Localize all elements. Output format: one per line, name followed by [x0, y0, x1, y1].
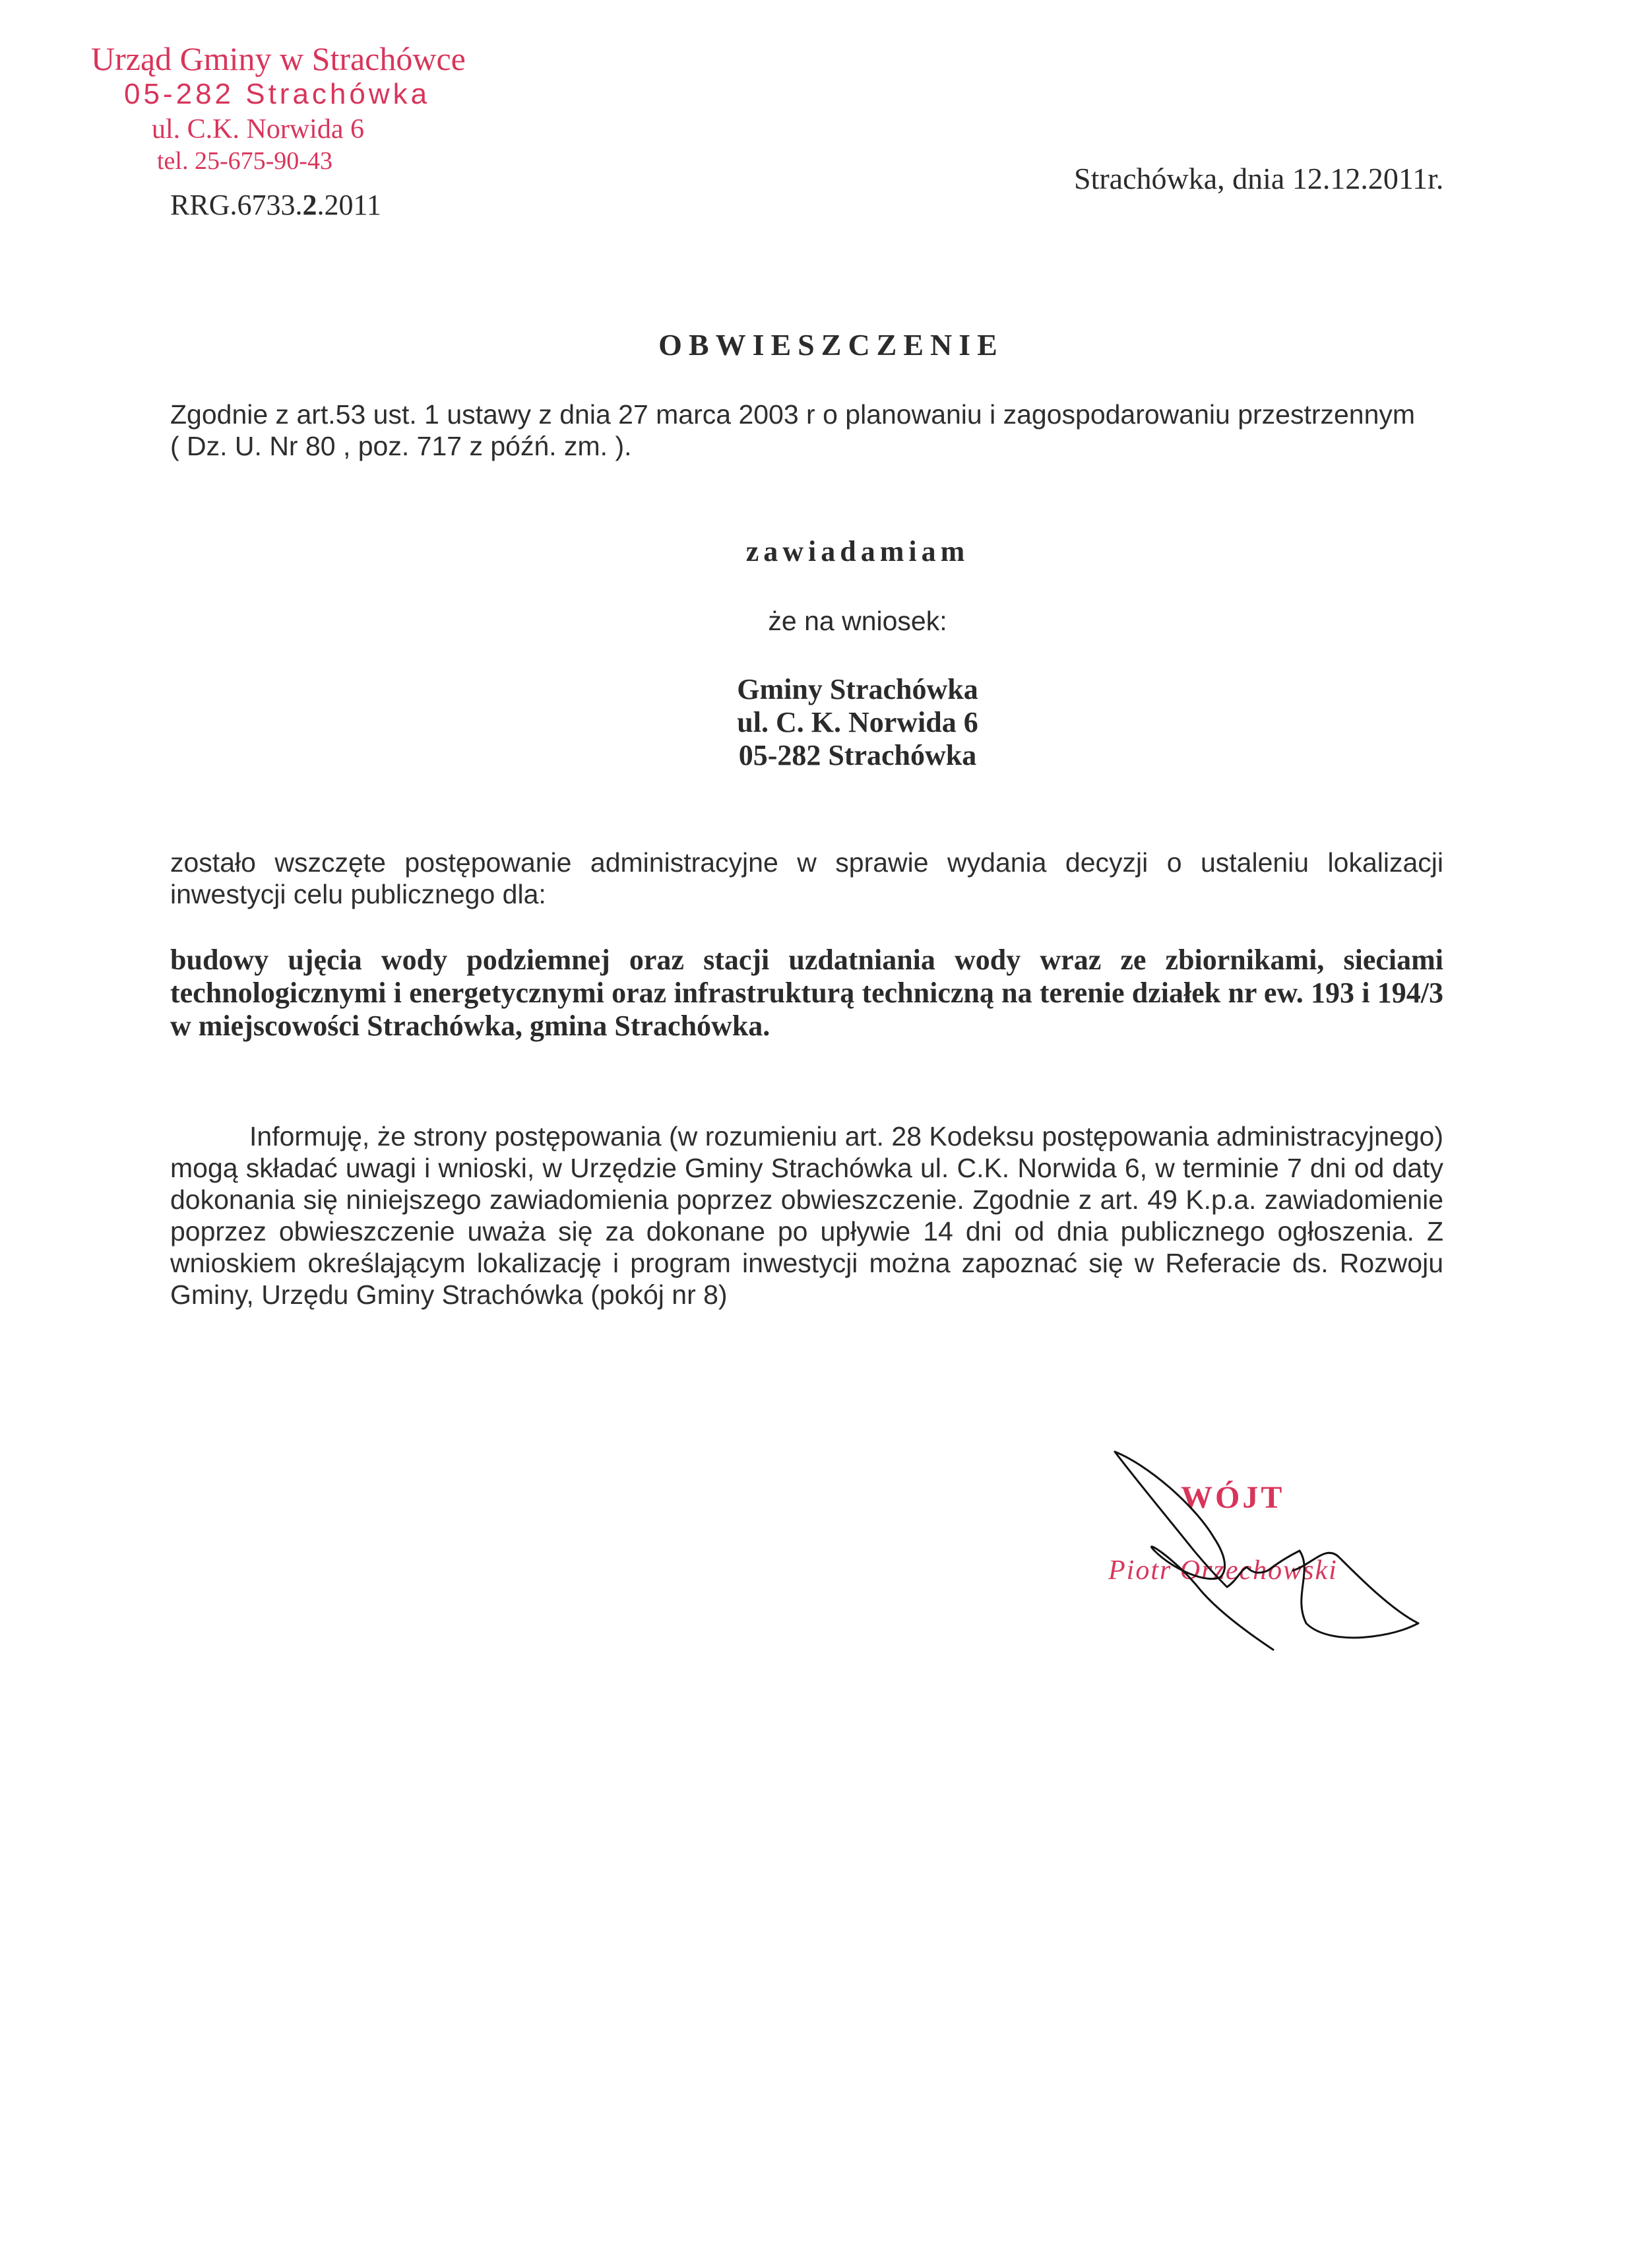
signature-stamp-name: Piotr Orzechowski — [1108, 1555, 1338, 1586]
handwritten-signature — [1095, 1439, 1451, 1676]
stamp-office-name: Urząd Gminy w Strachówce — [91, 40, 466, 77]
signature-stamp-title: WÓJT — [1181, 1480, 1285, 1515]
info-paragraph — [170, 1120, 1443, 1311]
reference-prefix: RRG.6733. — [170, 189, 303, 221]
subject-paragraph: budowy ujęcia wody podziemnej oraz stacji uzdatniania wody wraz ze zbiornikami, sieciami technologicznymi i energetycznymi oraz infrastrukturą techniczną na terenie działek nr ew. 193 i 194/3 w miejscowości Strachówka, gmina Strachówka. — [170, 944, 1443, 1042]
applicant-city: 05-282 Strachówka — [738, 739, 977, 771]
document-title: OBWIESZCZENIE — [658, 328, 1004, 362]
request-intro: że na wniosek: — [768, 606, 947, 636]
legal-basis — [170, 399, 1443, 462]
info-paragraph-text: Informuję, że strony postępowania (w rozumieniu art. 28 Kodeksu postępowania administracyjnego) mogą składać uwagi i wnioski, w Urzędzie Gminy Strachówka ul. C.K. Norwida 6, w terminie 7 dni od daty dokonania się niniejszego zawiadomienia poprzez obwieszczenie. Zgodnie z art. 49 K.p.a. zawiadomienie poprzez obwieszczenie uważa się za dokonane po upływie 14 dni od dnia publicznego ogłoszenia. Z wnioskiem określającym lokalizację i program inwestycji można zapoznać się w Referacie ds. Rozwoju Gminy, Urzędu Gminy Strachówka (pokój nr 8) — [170, 1121, 1443, 1310]
applicant-name: Gminy Strachówka — [737, 673, 978, 705]
reference-bold-part: 2 — [302, 189, 317, 221]
notify-heading: zawiadamiam — [745, 535, 970, 567]
date-line: Strachówka, dnia 12.12.2011r. — [1074, 162, 1444, 195]
reference-number — [170, 188, 381, 222]
stamp-street: ul. C.K. Norwida 6 — [152, 114, 364, 145]
applicant-street: ul. C. K. Norwida 6 — [737, 706, 978, 738]
applicant-block — [0, 673, 1636, 772]
stamp-phone: tel. 25-675-90-43 — [157, 147, 332, 175]
proceeding-paragraph: zostało wszczęte postępowanie administracyjne w sprawie wydania decyzji o ustaleniu lokalizacji inwestycji celu publicznego dla: — [170, 847, 1443, 909]
stamp-postal-code: 05-282 Strachówka — [124, 78, 431, 110]
reference-suffix: .2011 — [317, 189, 381, 221]
legal-basis-line2: ( Dz. U. Nr 80 , poz. 717 z późń. zm. ). — [170, 431, 632, 461]
legal-basis-line1: Zgodnie z art.53 ust. 1 ustawy z dnia 27 marca 2003 r o planowaniu i zagospodarowaniu przestrzennym — [170, 399, 1416, 430]
